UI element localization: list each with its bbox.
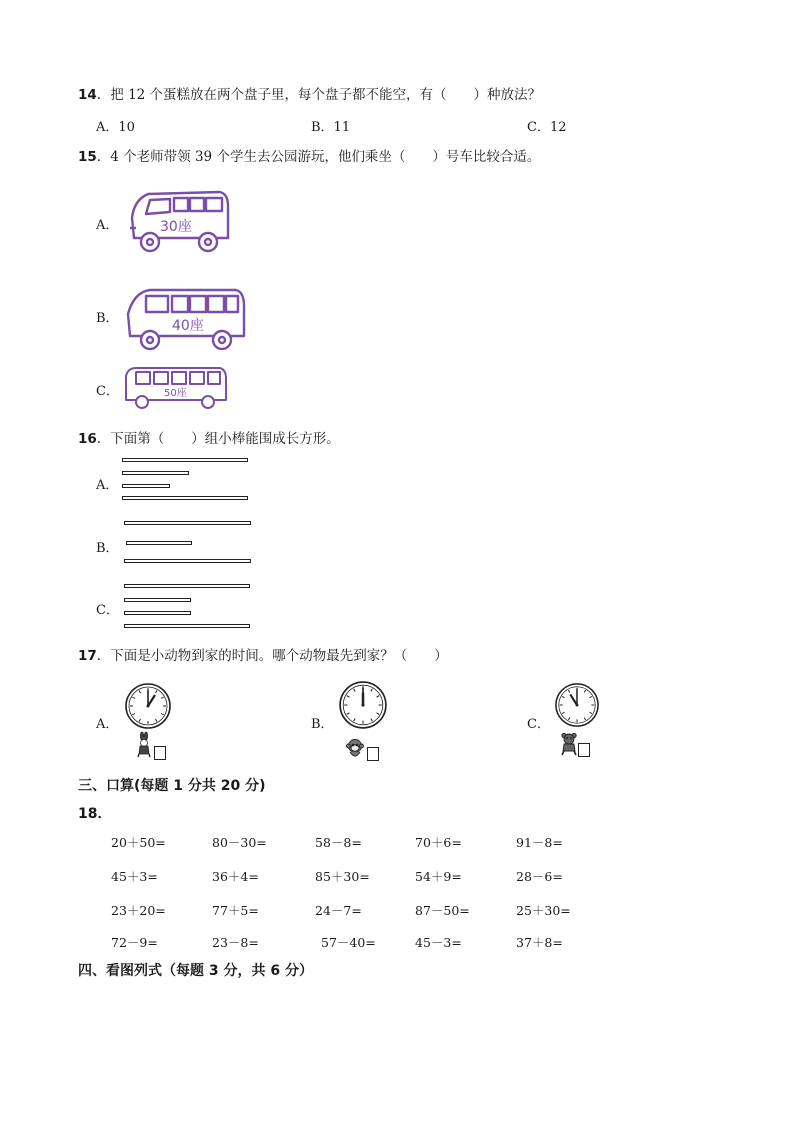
q16-option-b[interactable]: B． <box>96 541 119 556</box>
calc-item: 25＋30= <box>516 903 571 918</box>
q16-option-a[interactable]: A． <box>96 478 119 493</box>
question-text: ．把 12 个蛋糕放在两个盘子里，每个盘子都不能空，有（ ）种放法？ <box>96 87 542 103</box>
calc-item: 91－8= <box>516 835 563 850</box>
clock-icon <box>124 682 172 730</box>
calc-item: 20＋50= <box>111 835 166 850</box>
q16-option-c[interactable]: C． <box>96 603 119 618</box>
question-14 <box>78 83 541 103</box>
question-17 <box>78 644 448 664</box>
bus-seat-label: 30座 <box>160 219 192 235</box>
monkey-icon <box>345 738 365 760</box>
calc-item: 87－50= <box>415 903 470 918</box>
rabbit-icon <box>137 732 153 758</box>
question-number: 14 <box>78 87 97 103</box>
q14-option-c[interactable]: C．12 <box>527 120 567 135</box>
calc-item: 23－8= <box>212 935 259 950</box>
calc-item: 58－8= <box>315 835 362 850</box>
question-text: ．下面第（ ）组小棒能围成长方形。 <box>96 431 340 447</box>
stick <box>122 458 248 462</box>
question-number: 16 <box>78 431 97 447</box>
calc-item: 54＋9= <box>415 869 462 884</box>
stick <box>126 541 192 545</box>
bus-icon-30-seat <box>126 188 231 254</box>
stick <box>124 598 191 602</box>
calc-item: 72－9= <box>111 935 158 950</box>
q15-option-a[interactable]: A． <box>96 218 119 233</box>
bus-icon-40-seat <box>124 284 249 350</box>
clock-icon <box>554 682 600 728</box>
stick <box>122 471 189 475</box>
bus-seat-label: 50座 <box>164 388 187 399</box>
bear-icon <box>560 732 578 756</box>
answer-box[interactable] <box>154 746 166 760</box>
answer-box[interactable] <box>578 743 590 757</box>
calc-item: 23＋20= <box>111 903 166 918</box>
question-text: ．下面是小动物到家的时间。哪个动物最先到家？（ ） <box>96 648 448 664</box>
calc-item: 37＋8= <box>516 935 563 950</box>
calc-item: 24－7= <box>315 903 362 918</box>
q15-option-c[interactable]: C． <box>96 384 119 399</box>
q14-option-b[interactable]: B．11 <box>311 120 351 135</box>
question-16 <box>78 427 340 447</box>
calc-item: 77＋5= <box>212 903 259 918</box>
stick <box>124 611 191 615</box>
q17-option-b[interactable]: B． <box>311 717 334 732</box>
q17-option-a[interactable]: A． <box>96 717 119 732</box>
section-3-title: 三、口算(每题 1 分共 20 分) <box>78 778 266 794</box>
calc-item: 70＋6= <box>415 835 462 850</box>
calc-item: 57－40= <box>321 935 376 950</box>
calc-item: 80－30= <box>212 835 267 850</box>
q15-option-b[interactable]: B． <box>96 311 119 326</box>
question-text: ．4 个老师带领 39 个学生去公园游玩，他们乘坐（ ）号车比较合适。 <box>96 149 541 165</box>
stick <box>124 559 251 563</box>
q14-option-a[interactable]: A．10 <box>96 120 135 135</box>
stick <box>122 496 248 500</box>
question-15 <box>78 145 540 165</box>
calc-item: 85＋30= <box>315 869 370 884</box>
section-4-title: 四、看图列式（每题 3 分，共 6 分） <box>78 963 313 979</box>
question-18-number: 18． <box>78 806 112 822</box>
stick <box>124 521 251 525</box>
bus-icon-50-seat <box>122 364 230 410</box>
stick <box>124 624 250 628</box>
q17-option-c[interactable]: C． <box>527 717 550 732</box>
calc-item: 45＋3= <box>111 869 158 884</box>
stick <box>124 584 250 588</box>
stick <box>122 484 170 488</box>
question-number: 15 <box>78 149 97 165</box>
calc-item: 36＋4= <box>212 869 259 884</box>
question-number: 17 <box>78 648 97 664</box>
calc-item: 28－6= <box>516 869 563 884</box>
answer-box[interactable] <box>367 747 379 761</box>
clock-icon <box>338 680 388 730</box>
bus-seat-label: 40座 <box>172 318 204 334</box>
calc-item: 45－3= <box>415 935 462 950</box>
